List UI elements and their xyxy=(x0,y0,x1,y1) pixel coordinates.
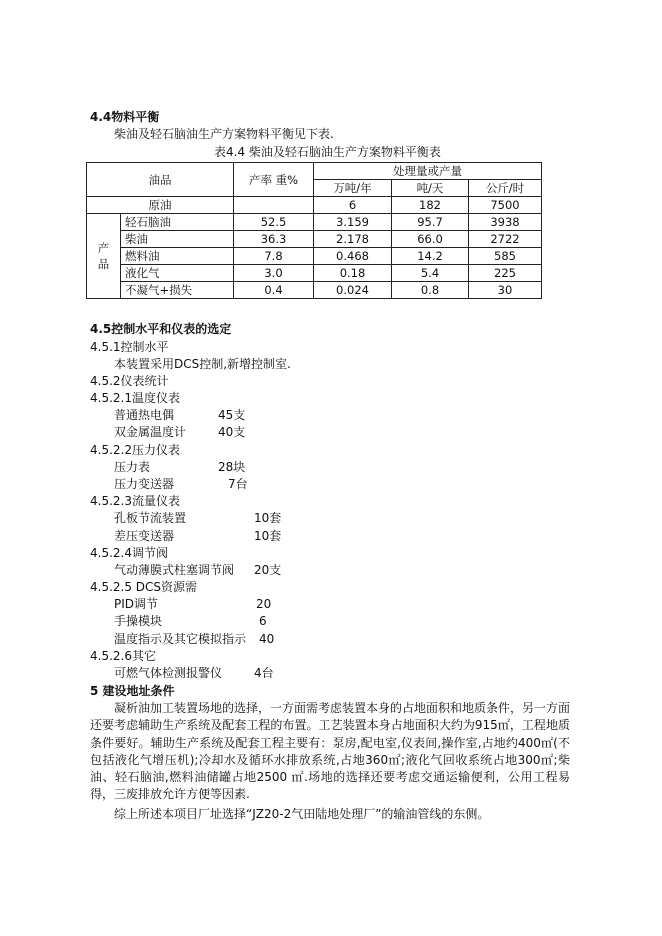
row-v2: 66.0 xyxy=(392,231,469,248)
row-v3: 585 xyxy=(469,248,542,265)
row-yield: 3.0 xyxy=(234,265,314,282)
table-row xyxy=(87,282,542,299)
item-qty: 45支 xyxy=(218,408,246,422)
row-v2: 14.2 xyxy=(392,248,469,265)
row-v1: 3.159 xyxy=(314,214,392,231)
item-name: 可燃气体检测报警仪 xyxy=(114,666,223,680)
item-name: 孔板节流装置 xyxy=(114,511,187,525)
header-yield: 产率 重% xyxy=(234,163,314,197)
table-row xyxy=(87,248,542,265)
feed-v3: 7500 xyxy=(469,197,542,214)
row-v3: 225 xyxy=(469,265,542,282)
row-name: 燃料油 xyxy=(121,248,234,265)
item-qty: 7台 xyxy=(228,477,248,491)
row-v1: 2.178 xyxy=(314,231,392,248)
table-row-feed xyxy=(87,197,542,214)
item-qty: 6 xyxy=(259,614,267,628)
section-4-5-2-1: 4.5.2.1温度仪表 xyxy=(90,391,180,405)
item-qty: 20支 xyxy=(254,563,282,577)
table-row xyxy=(87,214,542,231)
feed-yield xyxy=(234,197,314,214)
row-yield: 0.4 xyxy=(234,282,314,299)
row-name: 柴油 xyxy=(121,231,234,248)
item-qty: 10套 xyxy=(254,511,282,525)
section-4-5-1-text: 本装置采用DCS控制,新增控制室. xyxy=(114,357,291,371)
section-4-5-1: 4.5.1控制水平 xyxy=(90,340,169,354)
row-v2: 0.8 xyxy=(392,282,469,299)
section-5-paragraph xyxy=(90,700,570,804)
item-name: 差压变送器 xyxy=(114,529,175,543)
table-header-row xyxy=(87,163,542,180)
item-qty: 10套 xyxy=(254,529,282,543)
item-qty: 28块 xyxy=(218,460,246,474)
header-unit-3: 公斤/时 xyxy=(469,180,542,197)
section-5-conclusion xyxy=(90,806,570,823)
header-capacity: 处理量或产量 xyxy=(314,163,542,180)
item-qty: 40 xyxy=(259,632,275,646)
row-v1: 0.18 xyxy=(314,265,392,282)
item-name: 气动薄膜式柱塞调节阀 xyxy=(114,563,235,577)
feed-name: 原油 xyxy=(87,197,234,214)
section-4-5-2-3: 4.5.2.3流量仪表 xyxy=(90,494,180,508)
row-name: 液化气 xyxy=(121,265,234,282)
product-group-text: 产品 xyxy=(97,241,110,271)
section-4-5-2-5: 4.5.2.5 DCS资源需 xyxy=(90,580,198,594)
row-v2: 95.7 xyxy=(392,214,469,231)
row-name: 不凝气+损失 xyxy=(121,282,234,299)
item-name: 压力表 xyxy=(114,460,151,474)
section-4-5-heading: 4.5控制水平和仪表的选定 xyxy=(90,322,232,336)
section-5-paragraph-text: 凝析油加工装置场地的选择，一方面需考虑装置本身的占地面积和地质条件，另一方面还要考虑辅助生产系统及配套工程的布置。工艺装置本身占地面积大约为915㎡，工程地质条件要好。辅助生产系统及配套工程主要有：泵房,配电室,仪表间,操作室,占地约400㎡(不包括液化气增压机);冷却水及循环水排放系统,占地360㎡;液化气回收系统占地300㎡;柴油、轻石脑油,燃料油储罐占地2500 ㎡.场地的选择还要考虑交通运输便利，公用工程易得，三废排放允许方便等因素. xyxy=(90,701,571,802)
section-4-4-heading: 4.4物料平衡 xyxy=(90,110,160,124)
header-unit-2: 吨/天 xyxy=(392,180,469,197)
row-yield: 52.5 xyxy=(234,214,314,231)
section-4-5-2-2: 4.5.2.2压力仪表 xyxy=(90,443,180,457)
item-name: 双金属温度计 xyxy=(114,425,187,439)
feed-v1: 6 xyxy=(314,197,392,214)
item-qty: 40支 xyxy=(218,425,246,439)
section-5-heading: 5 建设地址条件 xyxy=(90,684,175,698)
item-name: 压力变送器 xyxy=(114,477,175,491)
row-v1: 0.468 xyxy=(314,248,392,265)
row-v3: 3938 xyxy=(469,214,542,231)
section-5-conclusion-text: 综上所述本项目厂址选择“JZ20-2气田陆地处理厂”的输油管线的东侧。 xyxy=(114,807,490,821)
table-row xyxy=(87,265,542,282)
header-oil: 油品 xyxy=(87,163,234,197)
row-v3: 2722 xyxy=(469,231,542,248)
table-caption: 表4.4 柴油及轻石脑油生产方案物料平衡表 xyxy=(214,145,441,159)
feed-v2: 182 xyxy=(392,197,469,214)
section-4-5-2: 4.5.2仪表统计 xyxy=(90,374,169,388)
row-yield: 36.3 xyxy=(234,231,314,248)
material-balance-table xyxy=(86,162,542,299)
row-name: 轻石脑油 xyxy=(121,214,234,231)
item-name: PID调节 xyxy=(114,597,159,611)
table-row xyxy=(87,231,542,248)
section-4-5-2-6: 4.5.2.6其它 xyxy=(90,649,156,663)
item-qty: 20 xyxy=(256,597,272,611)
item-name: 温度指示及其它模拟指示 xyxy=(114,632,247,646)
section-4-4-intro: 柴油及轻石脑油生产方案物料平衡见下表. xyxy=(114,127,334,141)
item-qty: 4台 xyxy=(254,666,274,680)
row-v1: 0.024 xyxy=(314,282,392,299)
section-4-5-2-4: 4.5.2.4调节阀 xyxy=(90,546,168,560)
item-name: 普通热电偶 xyxy=(114,408,175,422)
header-unit-1: 万吨/年 xyxy=(314,180,392,197)
row-v2: 5.4 xyxy=(392,265,469,282)
product-group-label xyxy=(87,214,121,299)
row-yield: 7.8 xyxy=(234,248,314,265)
row-v3: 30 xyxy=(469,282,542,299)
item-name: 手操模块 xyxy=(114,614,163,628)
